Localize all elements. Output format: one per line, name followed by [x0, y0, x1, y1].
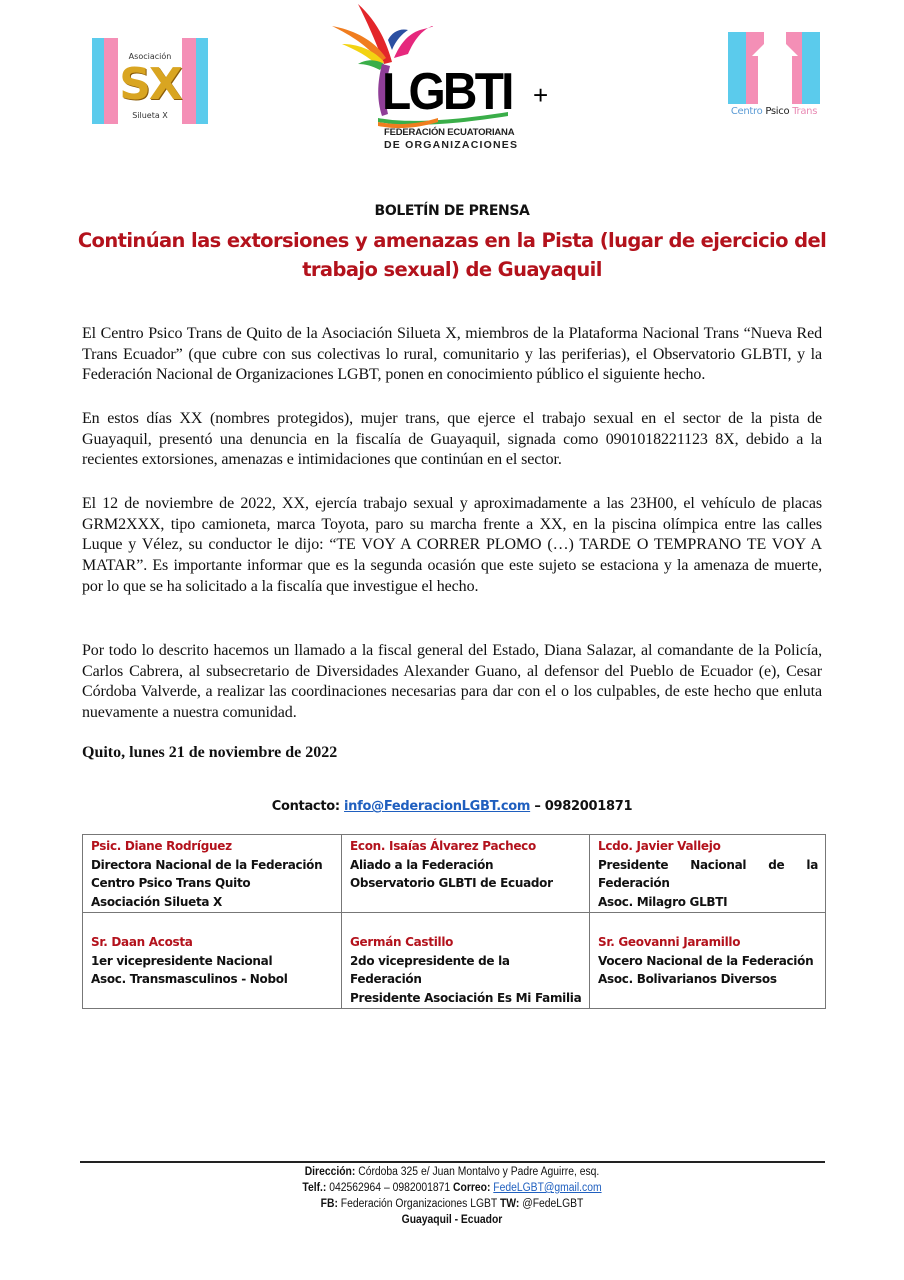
phone-value: 042562964 – 0982001871: [329, 1182, 451, 1194]
signatory-role: [598, 856, 818, 875]
signatory-cell: [83, 835, 342, 913]
signatory-role: Asoc. Bolivarianos Diversos: [598, 972, 777, 986]
logo-subtitle-1: FEDERACIÓN ECUATORIANA: [384, 127, 515, 138]
footer-social-line: [45, 1196, 859, 1212]
signatory-role: 2do vicepresidente de la Federación: [350, 953, 510, 986]
logo-stripe: [182, 38, 196, 124]
signatory-role: Directora Nacional de la Federación: [91, 857, 323, 872]
signatories-table: [82, 834, 826, 1009]
signatory-role: 1er vicepresidente Nacional: [91, 953, 273, 968]
address-value: Córdoba 325 e/ Juan Montalvo y Padre Aguirre, esq.: [358, 1166, 600, 1178]
justified-word: de: [768, 857, 785, 872]
city-value: Guayaquil - Ecuador: [401, 1214, 503, 1226]
contact-email-link[interactable]: info@FederacionLGBT.com: [344, 799, 531, 814]
federacion-lgbti-logo: [328, 0, 568, 155]
logo-caption-trans: Trans: [792, 106, 818, 117]
logo-caption: [724, 106, 824, 117]
silueta-x-logo: [92, 38, 208, 124]
centro-psico-trans-logo: [726, 32, 822, 120]
signatory-name: Psic. Diane Rodríguez: [91, 839, 232, 853]
logo-caption-psico: Psico: [765, 106, 790, 117]
signatory-cell: [590, 913, 826, 1009]
logo-subtitle-2: DE ORGANIZACIONES: [384, 139, 519, 151]
signatory-cell: [83, 913, 342, 1009]
body-paragraph: En estos días XX (nombres protegidos), mujer trans, que ejerce el trabajo sexual en el sector de la pista de Guayaquil, presentó una denuncia en la fiscalía de Guayaquil, signada como 0901018221123 8X, debido a la recientes extorsiones, amenazas e intimidaciones que continúan en el sector.: [82, 410, 822, 469]
house-icon: [728, 32, 822, 104]
logo-caption-centro: Centro: [730, 106, 763, 117]
logo-bottom-text: Silueta X: [132, 111, 168, 120]
signatory-name: Sr. Geovanni Jaramillo: [598, 935, 741, 949]
tw-label: TW:: [499, 1198, 520, 1210]
signatory-name: Sr. Daan Acosta: [91, 935, 193, 949]
logo-plus: +: [533, 80, 549, 110]
logo-stripe: [92, 38, 104, 124]
signatory-name: Econ. Isaías Álvarez Pacheco: [350, 839, 536, 853]
signatory-role: Observatorio GLBTI de Ecuador: [350, 876, 553, 890]
tw-value: @FedeLGBT: [522, 1198, 584, 1210]
footer-phone-line: [45, 1180, 859, 1196]
signatory-role: Vocero Nacional de la Federación: [598, 953, 814, 968]
footer-divider: [80, 1161, 825, 1163]
fb-label: FB:: [320, 1198, 338, 1210]
signatory-role: Federación: [598, 876, 670, 890]
letterhead-footer: [45, 1164, 859, 1228]
phone-label: Telf.:: [302, 1182, 327, 1194]
justified-word: Nacional: [690, 857, 747, 872]
signatory-role: Presidente Asociación Es Mi Familia: [350, 990, 582, 1005]
body-paragraph: El 12 de noviembre de 2022, XX, ejercía trabajo sexual y aproximadamente a las 23H00, el vehículo de placas GRM2XXX, tipo camioneta, marca Toyota, paro su marcha frente a XX, en la piscina olímpica entre las calles Luque y Vélez, su conductor le dijo: “TE VOY A CORRER PLOMO (…) TARDE O TEMPRANO TE VOY A MATAR”. Es importante informar que es la segunda ocasión que este sujeto se estaciona y la amenaza de muerte, por lo que se ha solicitado a la fiscalía que investigue el hecho.: [82, 495, 822, 595]
footer-address-line: [45, 1164, 859, 1180]
fb-value: Federación Organizaciones LGBT: [340, 1198, 498, 1210]
footer-city-line: [45, 1212, 859, 1228]
contact-line: [0, 799, 904, 814]
logo-stripe: [196, 38, 208, 124]
table-row: [83, 913, 826, 1009]
signatory-role: Asoc. Milagro GLBTI: [598, 894, 728, 909]
email-label: Correo:: [453, 1182, 491, 1194]
signatory-role: Asoc. Transmasculinos - Nobol: [91, 972, 288, 986]
signatory-name: Germán Castillo: [350, 935, 454, 949]
body-paragraph: El Centro Psico Trans de Quito de la Asociación Silueta X, miembros de la Plataforma Nacional Trans “Nueva Red Trans Ecuador” (que cubre con sus colectivas lo rural, comunitario y las periferias), el Observatorio GLBTI, y la Federación Nacional de Organizaciones LGBT, ponen en conocimiento público el siguiente hecho.: [82, 325, 822, 384]
table-row: [83, 835, 826, 913]
headline: Continúan las extorsiones y amenazas en la Pista (lugar de ejercicio del trabajo sexual) de Guayaquil: [77, 229, 827, 281]
signatory-role: Asociación Silueta X: [91, 894, 223, 909]
footer-email-link[interactable]: FedeLGBT@gmail.com: [493, 1182, 602, 1194]
signatory-cell: [590, 835, 826, 913]
logo-top-text: Asociación: [128, 52, 172, 61]
contact-phone: – 0982001871: [534, 799, 633, 814]
signatory-role: Aliado a la Federación: [350, 857, 494, 872]
dateline: Quito, lunes 21 de noviembre de 2022: [82, 744, 338, 761]
logo-panel: [118, 46, 182, 124]
justified-word: Presidente: [598, 857, 669, 872]
justified-word: la: [806, 857, 818, 872]
signatory-cell: [342, 835, 590, 913]
address-label: Dirección:: [304, 1166, 356, 1178]
contact-label: Contacto:: [271, 799, 340, 814]
logo-mark: SX: [119, 59, 181, 110]
body-paragraph: Por todo lo descrito hacemos un llamado a la fiscal general del Estado, Diana Salazar, al comandante de la Policía, Carlos Cabrera, al subsecretario de Diversidades Alexander Guano, al defensor del Pueblo de Ecuador (e), Cesar Córdoba Valverde, a realizar las coordinaciones necesarias para dar con el o los culpables, de este hecho que enluta nuevamente a nuestra comunidad.: [82, 642, 822, 722]
logo-word: LGBTI: [382, 63, 512, 121]
signatory-role: Centro Psico Trans Quito: [91, 876, 251, 890]
press-release-label: BOLETÍN DE PRENSA: [374, 203, 530, 219]
signatory-cell: [342, 913, 590, 1009]
signatory-name: Lcdo. Javier Vallejo: [598, 839, 721, 853]
logo-stripe: [104, 38, 118, 124]
